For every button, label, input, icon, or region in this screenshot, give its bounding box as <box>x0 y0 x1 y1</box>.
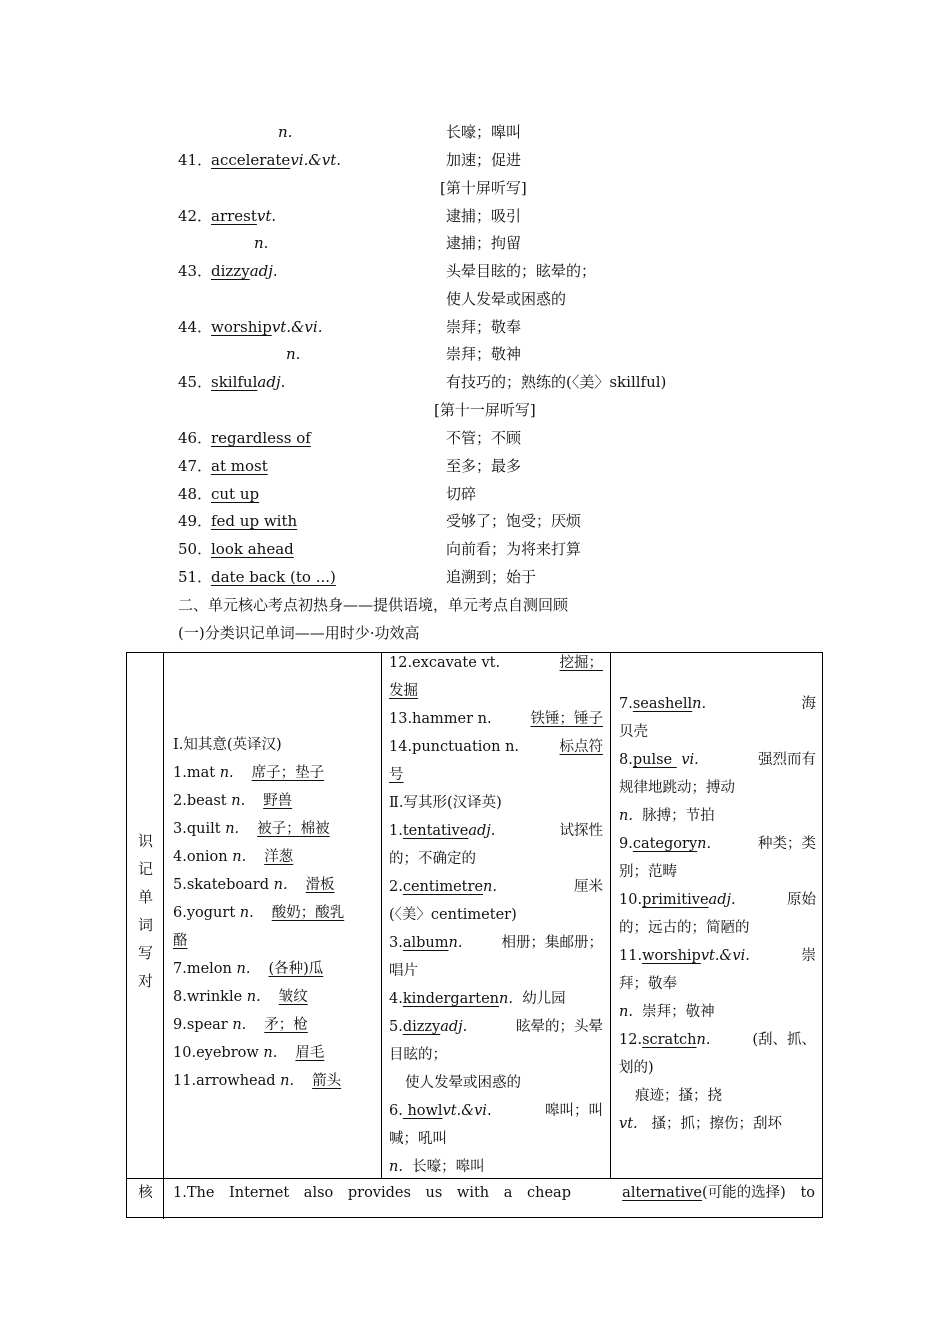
side-label: 识 记 单 词 写 对 <box>137 832 153 990</box>
vocab-row: 45． skilfuladj. 有技巧的；熟练的(〈美〉skillful) <box>178 373 667 391</box>
vocab-row: n. 长嚎；嗥叫 <box>278 123 522 141</box>
col1-item: 9.spear n. 矛；枪 <box>173 1017 308 1033</box>
col1-heading: Ⅰ.知其意(英译汉) <box>173 737 282 753</box>
col1-item: 5.skateboard n. 滑板 <box>173 877 335 893</box>
vocab-row: 42． arrestvt. 逮捕；吸引 <box>178 207 522 225</box>
vocab-row: 44． worshipvt.&vi. 崇拜；敬奉 <box>178 318 522 336</box>
col1-item: 8.wrinkle n. 皱纹 <box>173 989 308 1005</box>
vocab-row: 50． look ahead 向前看；为将来打算 <box>178 540 582 558</box>
vocab-row: 使人发晕或困惑的 <box>446 290 567 308</box>
col1-item: 7.melon n. (各种)瓜 <box>173 961 324 977</box>
vocab-table <box>126 652 823 1218</box>
col-english-to-chinese: Ⅰ.知其意(英译汉) 1.mat n. 席子；垫子 2.beast n. 野兽 3.quilt n. 被子；棉被 4.onion n. 洋葱 5.skateboard n. 滑板 6.yogurt n. 酸奶；酸乳 酪 7.melon n. (各种)瓜 8.wrinkle n. 皱纹 9.spear n. 矛；枪 10.eyebrow n. 眉毛 11.arrowhead n. 箭头 <box>173 731 373 1095</box>
bottom-side-label: 核 <box>138 1185 153 1201</box>
col1-item: 4.onion n. 洋葱 <box>173 849 294 865</box>
col1-item: 6.yogurt n. 酸奶；酸乳 <box>173 905 345 921</box>
vocab-row: 46． regardless of 不管；不顾 <box>178 429 522 447</box>
col1-item: 10.eyebrow n. 眉毛 <box>173 1045 325 1061</box>
col1-item: 1.mat n. 席子；垫子 <box>173 765 325 781</box>
screen-heading: [第十屏听写] <box>440 179 527 197</box>
vocab-row: 43． dizzyadj. 头晕目眩的；眩晕的； <box>178 262 597 280</box>
col1-item: 11.arrowhead n. 箭头 <box>173 1073 342 1089</box>
col2-heading: Ⅱ.写其形(汉译英) <box>389 795 502 811</box>
col1-item: 2.beast n. 野兽 <box>173 793 293 809</box>
section-heading: 二、单元核心考点初热身——提供语境，单元考点自测回顾 <box>178 596 569 614</box>
col-chinese-to-english: 7.seashelln. 海 贝壳 8.pulse vi. 强烈而有 规律地跳动；搏动 n. 脉搏；节拍 9.categoryn. 种类；类 别；范畴 10.primitiveadj. 原始 的；远古的；简陋的 11.worshipvt.&vi. 崇 拜；敬奉 n. 崇拜；敬神 12.scratchn. (刮、抓、 划的) 痕迹；搔；挠 vt. 搔；抓；擦伤；刮坏 <box>619 696 816 1132</box>
col1-item: 3.quilt n. 被子；棉被 <box>173 821 330 837</box>
vocab-row: 49． fed up with 受够了；饱受；厌烦 <box>178 512 582 530</box>
vocab-row: n. 崇拜；敬神 <box>286 345 522 363</box>
vocab-row: 48． cut up 切碎 <box>178 485 477 503</box>
screen-heading: [第十一屏听写] <box>434 401 536 419</box>
col-mixed: 12.excavate vt. 挖掘； 发掘 13.hammer n. 铁锤；锤子 14.punctuation n. 标点符 号 Ⅱ.写其形(汉译英) 1.tentativeadj. 试探性 的；不确定的 2.centimetren. 厘米 (〈美〉centimeter) 3.albumn. 相册；集邮册； 唱片 4.kindergartenn. 幼儿园 5.dizzyadj. 眩晕的；头晕 目眩的； 使人发晕或困惑的 6. howlvt.&vi. 嗥叫；叫 喊；吼叫 n. 长嚎；嗥叫 <box>389 655 603 1175</box>
vocab-row: 51． date back (to ...) 追溯到；始于 <box>178 568 537 586</box>
vocab-row: 47． at most 至多；最多 <box>178 457 522 475</box>
bottom-sentence: 1.The Internet also provides us with a cheap alternative(可能的选择) to <box>173 1185 815 1201</box>
vocab-row: 41． acceleratevi.&vt. 加速；促进 <box>178 151 522 169</box>
vocab-row: n. 逮捕；拘留 <box>254 234 522 252</box>
sub-heading: (一)分类识记单词——用时少·功效高 <box>178 624 420 642</box>
